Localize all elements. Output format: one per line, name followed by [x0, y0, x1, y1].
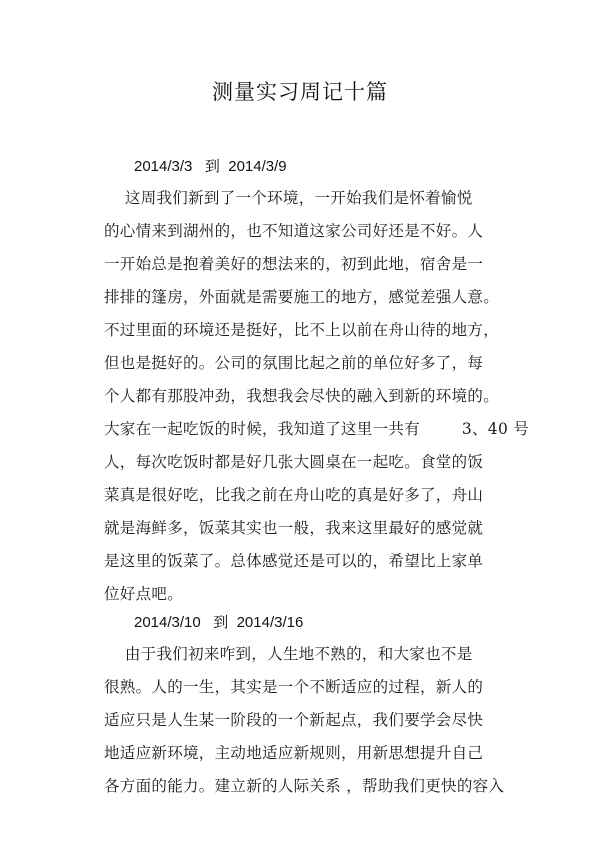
- paragraph-line: 地适应新环境，主动地适应新规则，用新思想提升自己: [104, 744, 484, 762]
- week-1-date: 2014/3/3 到 2014/3/9: [134, 158, 287, 175]
- paragraph-line: 不过里面的环境还是挺好，比不上以前在舟山待的地方，: [104, 321, 500, 339]
- paragraph-line: 一开始总是抱着美好的想法来的，初到此地，宿舍是一: [104, 255, 484, 273]
- paragraph-line: 个人都有那股冲劲，我想我会尽快的融入到新的环境的。: [104, 387, 500, 405]
- paragraph-line: 位好点吧。: [104, 585, 184, 603]
- paragraph-line: 适应只是人生某一阶段的一个新起点，我们要学会尽快: [104, 711, 484, 729]
- paragraph-line: 很熟。人的一生，其实是一个不断适应的过程，新人的: [104, 678, 484, 696]
- paragraph-line: 人，每次吃饭时都是好几张大圆桌在一起吃。食堂的饭: [104, 453, 484, 471]
- paragraph-line: 大家在一起吃饭的时候，我知道了这里一共有 3、40 号: [104, 420, 530, 438]
- paragraph-line: 的心情来到湖州的，也不知道这家公司好还是不好。人: [104, 222, 484, 240]
- paragraph-line: 是这里的饭菜了。总体感觉还是可以的，希望比上家单: [104, 552, 484, 570]
- paragraph-line: 但也是挺好的。公司的氛围比起之前的单位好多了，每: [104, 354, 484, 372]
- paragraph-line: 由于我们初来咋到，人生地不熟的，和大家也不是: [104, 645, 473, 663]
- paragraph-line: 各方面的能力。建立新的人际关系 ，帮助我们更快的容入: [104, 777, 505, 795]
- paragraph-line: 菜真是很好吃，比我之前在舟山吃的真是好多了，舟山: [104, 486, 484, 504]
- paragraph-line: 这周我们新到了一个环境，一开始我们是怀着愉悦: [104, 189, 473, 207]
- paragraph-line: 排排的篷房，外面就是需要施工的地方，感觉差强人意。: [104, 288, 500, 306]
- paragraph-line: 就是海鲜多，饭菜其实也一般，我来这里最好的感觉就: [104, 519, 484, 537]
- document-title: 测量实习周记十篇: [212, 80, 388, 104]
- week-2-date: 2014/3/10 到 2014/3/16: [134, 614, 304, 631]
